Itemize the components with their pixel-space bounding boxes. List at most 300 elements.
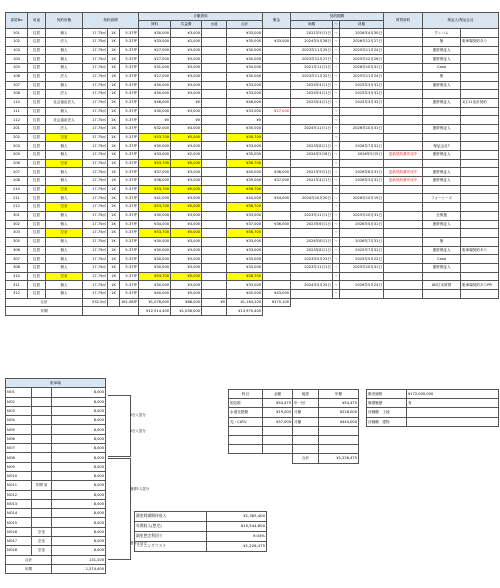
lease-cell [384, 64, 423, 73]
summary-row [135, 542, 267, 552]
contractor-cell: 社会福祉法人 [46, 116, 83, 125]
layout-cell: 1K [108, 255, 120, 264]
water-cell [202, 142, 227, 151]
layout-cell: 1K [108, 116, 120, 125]
area-cell: 17.75㎡ [83, 263, 108, 272]
lease-cell [384, 72, 423, 81]
start-date-cell: 2021年4月1日 [291, 177, 333, 186]
start-date-cell: 2023年11月1日 [291, 211, 333, 220]
cost-row [229, 454, 359, 463]
guarantor-cell: 連帯保証人 [423, 46, 461, 55]
use-cell: 住居 [28, 281, 46, 290]
rent-cell: ¥30,000 [139, 81, 171, 90]
layout-cell: 1K [108, 133, 120, 142]
guarantor-cell: 保証会社? [423, 142, 461, 151]
total-rent: ¥1,076,000 [139, 298, 171, 307]
header-tilde: ～ [333, 21, 340, 29]
common-cell: ¥3,000 [171, 81, 202, 90]
rent-row [6, 220, 499, 229]
rent-row [6, 29, 499, 38]
common-cell: ¥3,000 [171, 281, 202, 290]
deposit-cell [263, 29, 291, 38]
parking-annual-row [6, 564, 106, 573]
rent-cell: ¥53,700 [139, 229, 171, 238]
note-cell [461, 90, 499, 99]
parking-row [6, 481, 106, 490]
guarantor-cell: 連帯保証人 [423, 124, 461, 133]
start-date-cell [291, 107, 333, 116]
contractor-cell: 個人 [46, 107, 83, 116]
parking-row [6, 471, 106, 480]
rent-cell: ¥30,000 [139, 142, 171, 151]
tsubo-cell: 5.37坪 [120, 98, 139, 107]
start-date-cell: 2023年6月1日 [291, 220, 333, 229]
water-cell [202, 55, 227, 64]
cost-row [229, 445, 359, 454]
end-date-cell: 2026年5月31日 [340, 220, 384, 229]
lease-cell [384, 81, 423, 90]
parking-no-cell: NO1 [6, 388, 32, 397]
tsubo-cell: 5.37坪 [120, 290, 139, 299]
tilde-cell: ～ [333, 194, 340, 203]
cost-header-item: 科目 [229, 390, 263, 399]
room-cell: 110 [6, 98, 28, 107]
deposit-cell [263, 116, 291, 125]
room-cell: 105 [6, 64, 28, 73]
rent-row [6, 107, 499, 116]
rent-cell: ¥53,700 [139, 133, 171, 142]
tsubo-cell: 5.37坪 [120, 255, 139, 264]
guarantor-cell [423, 116, 461, 125]
rent-cell: ¥30,000 [139, 263, 171, 272]
start-date-cell: 2023年11月1日 [291, 263, 333, 272]
room-cell: 303 [6, 229, 28, 238]
header-use: 用途 [28, 13, 46, 29]
tilde-cell: ～ [333, 159, 340, 168]
total-cell: ¥58,700 [227, 229, 263, 238]
layout-cell: 1K [108, 64, 120, 73]
use-cell: 住居 [28, 55, 46, 64]
parking-note-cell [32, 434, 52, 443]
tsubo-cell: 5.37坪 [120, 246, 139, 255]
use-cell: 住居 [28, 194, 46, 203]
area-cell: 17.75㎡ [83, 255, 108, 264]
layout-cell: 1K [108, 211, 120, 220]
contractor-cell: 個人 [46, 55, 83, 64]
parking-title: 駐車場 [6, 379, 106, 388]
total-cell: ¥44,000 [227, 194, 263, 203]
end-date-cell: 2026年10月31日 [340, 64, 384, 73]
total-tsubo: 161.08坪 [120, 298, 139, 307]
area-cell: 17.75㎡ [83, 38, 108, 47]
total-cell: ¥33,000 [227, 246, 263, 255]
tilde-cell: ～ [333, 177, 340, 186]
note-cell [461, 237, 499, 246]
deposit-cell [263, 281, 291, 290]
parking-fee-cell: 8,000 [52, 518, 106, 527]
use-cell: 住居 [28, 64, 46, 73]
use-cell: 住居 [28, 116, 46, 125]
tsubo-cell: 5.37坪 [120, 185, 139, 194]
rent-cell: ¥31,000 [139, 64, 171, 73]
water-cell [202, 116, 227, 125]
cost-item-cell: 水道光熱費 [229, 408, 263, 417]
deposit-cell [263, 203, 291, 212]
use-cell: 住居 [28, 177, 46, 186]
contractor-cell: 法人 [46, 90, 83, 99]
running-cost-table [228, 389, 359, 464]
tsubo-cell: 5.37坪 [120, 46, 139, 55]
cost-freq-cell: 月額 [293, 408, 319, 417]
cost-freq-cell [293, 435, 319, 444]
tsubo-cell: 5.37坪 [120, 281, 139, 290]
tilde-cell: ～ [333, 263, 340, 272]
rent-row [6, 237, 499, 246]
cost-freq-cell: 年一回 [293, 399, 319, 408]
tsubo-cell: 5.37坪 [120, 272, 139, 281]
room-cell: 107 [6, 81, 28, 90]
water-cell [202, 46, 227, 55]
deposit-cell [263, 98, 291, 107]
room-cell: 201 [6, 124, 28, 133]
water-cell [202, 290, 227, 299]
tsubo-cell: 5.37坪 [120, 116, 139, 125]
sale-info-row [367, 408, 499, 417]
common-cell: ¥3,000 [171, 29, 202, 38]
rent-cell: ¥27,000 [139, 72, 171, 81]
note-cell: 駐車場契約あり [461, 246, 499, 255]
water-cell [202, 168, 227, 177]
tsubo-cell: 5.37坪 [120, 29, 139, 38]
contractor-cell: 空室 [46, 133, 83, 142]
tsubo-cell: 5.37坪 [120, 177, 139, 186]
common-cell: ¥2,000 [171, 151, 202, 160]
guarantor-cell: 連帯保証人 [423, 81, 461, 90]
tsubo-cell: 5.37坪 [120, 168, 139, 177]
cost-header-freq: 頻度 [293, 390, 319, 399]
layout-cell: 1K [108, 142, 120, 151]
header-period: 契約期間 [291, 13, 384, 21]
tsubo-cell: 5.37坪 [120, 38, 139, 47]
tilde-cell: ～ [333, 90, 340, 99]
parking-row [6, 518, 106, 527]
area-cell: 17.75㎡ [83, 46, 108, 55]
use-cell: 住居 [28, 168, 46, 177]
contractor-cell: 空室 [46, 185, 83, 194]
parking-fee-cell: 8,000 [52, 453, 106, 462]
note-cell [461, 220, 499, 229]
parking-fee-cell: 8,000 [52, 388, 106, 397]
cost-amount-cell [263, 435, 293, 444]
parking-table [5, 378, 106, 574]
room-cell: 108 [6, 90, 28, 99]
common-cell: ¥3,000 [171, 246, 202, 255]
use-cell: 住居 [28, 159, 46, 168]
use-cell: 住居 [28, 38, 46, 47]
water-cell [202, 272, 227, 281]
parking-fee-cell: 8,000 [52, 434, 106, 443]
parking-no-cell: NO9 [6, 462, 32, 471]
contractor-cell: 個人 [46, 246, 83, 255]
lease-cell [384, 246, 423, 255]
lease-cell [384, 133, 423, 142]
deposit-cell: ¥36,000 [263, 220, 291, 229]
start-date-cell [291, 133, 333, 142]
tsubo-cell: 5.37坪 [120, 229, 139, 238]
use-cell: 住居 [28, 237, 46, 246]
common-cell: ¥3,000 [171, 177, 202, 186]
contractor-cell: 個人 [46, 237, 83, 246]
tsubo-cell: 5.37坪 [120, 55, 139, 64]
area-cell: 17.75㎡ [83, 90, 108, 99]
parking-row [6, 546, 106, 555]
tilde-cell: ～ [333, 55, 340, 64]
start-date-cell [291, 185, 333, 194]
rent-cell: ¥33,000 [139, 38, 171, 47]
layout-cell: 1K [108, 151, 120, 160]
header-total: 合計 [227, 21, 263, 29]
water-cell [202, 90, 227, 99]
contractor-cell: 空室 [46, 159, 83, 168]
common-cell: ¥3,000 [171, 220, 202, 229]
end-date-cell: 2025年3月31日 [340, 81, 384, 90]
parking-row [6, 490, 106, 499]
layout-cell: 1K [108, 194, 120, 203]
guarantor-cell: JID日本賃貸 [423, 281, 461, 290]
room-cell: 205 [6, 151, 28, 160]
guarantor-cell: 連帯保証人 [423, 177, 461, 186]
summary-value: 9.04% [207, 532, 267, 542]
lease-cell [384, 281, 423, 290]
rent-row [6, 142, 499, 151]
room-cell: 301 [6, 211, 28, 220]
rent-cell: ¥32,000 [139, 124, 171, 133]
area-cell: 17.75㎡ [83, 98, 108, 107]
annual-common: ¥1,056,000 [171, 307, 202, 316]
total-water: ¥0 [202, 298, 227, 307]
common-cell: ¥5,000 [171, 290, 202, 299]
end-date-cell [340, 116, 384, 125]
note-cell [461, 107, 499, 116]
water-cell [202, 263, 227, 272]
guarantor-cell: 連帯保証人 [423, 151, 461, 160]
use-cell: 住居 [28, 263, 46, 272]
water-cell [202, 98, 227, 107]
parking-note-bracket-1 [108, 395, 131, 457]
parking-row [6, 434, 106, 443]
deposit-cell: ¥27,000 [263, 107, 291, 116]
layout-cell: 1K [108, 38, 120, 47]
sale-info-value [407, 417, 499, 426]
total-cell: ¥33,000 [227, 81, 263, 90]
tsubo-cell: 5.37坪 [120, 142, 139, 151]
guarantor-cell: Casa [423, 64, 461, 73]
total-cell: ¥33,000 [227, 29, 263, 38]
sale-info-value: 有 [407, 399, 499, 408]
parking-fee-cell: 8,000 [52, 527, 106, 536]
parking-note-cell [32, 509, 52, 518]
water-cell [202, 281, 227, 290]
layout-cell: 1K [108, 107, 120, 116]
water-cell [202, 159, 227, 168]
yield-summary-table [134, 511, 267, 552]
cost-annual-cell [319, 445, 359, 454]
total-cell: ¥33,000 [227, 142, 263, 151]
parking-fee-cell: 8,000 [52, 509, 106, 518]
guarantor-cell: Casa [423, 255, 461, 264]
common-cell: ¥3,000 [171, 124, 202, 133]
contractor-cell: 個人 [46, 29, 83, 38]
contractor-cell: 個人 [46, 168, 83, 177]
layout-cell: 1K [108, 90, 120, 99]
sale-info-value [407, 408, 499, 417]
header-water: 水道 [202, 21, 227, 29]
note-cell [461, 203, 499, 212]
summary-row [135, 512, 267, 522]
lease-cell [384, 263, 423, 272]
use-cell: 住居 [28, 72, 46, 81]
tilde-cell: ～ [333, 185, 340, 194]
use-cell: 住居 [28, 107, 46, 116]
parking-note-cell [32, 444, 52, 453]
parking-fee-cell: 8,000 [52, 416, 106, 425]
parking-note-cell [32, 490, 52, 499]
note-cell [461, 290, 499, 299]
area-cell: 17.75㎡ [83, 133, 108, 142]
end-date-cell: 2026年7月31日 [340, 237, 384, 246]
rent-row [6, 211, 499, 220]
parking-row [6, 453, 106, 462]
contractor-cell: 個人 [46, 281, 83, 290]
rent-row [6, 272, 499, 281]
contractor-cell: 空室 [46, 203, 83, 212]
area-cell: 17.75㎡ [83, 194, 108, 203]
common-cell: ¥3,000 [171, 237, 202, 246]
parking-row [6, 509, 106, 518]
start-date-cell: 2024年8月1日 [291, 237, 333, 246]
end-date-cell: 2025年10月31日 [340, 211, 384, 220]
parking-no-cell: NO3 [6, 406, 32, 415]
water-cell [202, 255, 227, 264]
rent-row [6, 159, 499, 168]
layout-cell: 1K [108, 220, 120, 229]
area-cell: 17.75㎡ [83, 177, 108, 186]
total-cell: ¥33,000 [227, 211, 263, 220]
parking-fee-cell: 8,000 [52, 546, 106, 555]
total-cell: ¥58,700 [227, 159, 263, 168]
end-date-cell: 2025年3月31日 [340, 98, 384, 107]
lease-cell [384, 255, 423, 264]
tilde-cell: ～ [333, 151, 340, 160]
deposit-cell [263, 133, 291, 142]
note-cell: 駐車場契約ありPR [461, 281, 499, 290]
tsubo-cell: 5.37坪 [120, 151, 139, 160]
rent-row [6, 98, 499, 107]
contractor-cell: 個人 [46, 194, 83, 203]
rent-row [6, 55, 499, 64]
end-date-cell: 2026年10月19日 [340, 194, 384, 203]
total-cell: ¥58,700 [227, 203, 263, 212]
lease-cell [384, 38, 423, 47]
common-cell: ¥3,000 [171, 107, 202, 116]
parking-note-bracket-2 [108, 458, 131, 560]
rent-cell: ¥53,700 [139, 159, 171, 168]
start-date-cell [291, 116, 333, 125]
total-cell: ¥0 [227, 116, 263, 125]
water-cell [202, 229, 227, 238]
tilde-cell: ～ [333, 133, 340, 142]
sale-info-value: ¥172,000,000 [407, 390, 499, 399]
tsubo-cell: 5.37坪 [120, 203, 139, 212]
total-cell: ¥33,000 [227, 255, 263, 264]
tilde-cell: ～ [333, 124, 340, 133]
header-rent: 賃料 [139, 21, 171, 29]
cost-item-cell [229, 426, 263, 435]
header-contract-area: 契約面積 [83, 13, 139, 29]
total-cell: ¥58,700 [227, 133, 263, 142]
deposit-cell [263, 124, 291, 133]
end-date-cell: 2026年5月5日 [340, 151, 384, 160]
use-cell: 住居 [28, 272, 46, 281]
parking-row [6, 462, 106, 471]
cost-item-cell [229, 445, 263, 454]
rent-row [6, 81, 499, 90]
parking-row [6, 527, 106, 536]
guarantor-cell [423, 107, 461, 116]
rent-cell: ¥30,000 [139, 211, 171, 220]
parking-total-value: 131,200 [52, 555, 106, 564]
rent-row [6, 281, 499, 290]
room-cell: 312 [6, 290, 28, 299]
contractor-cell: 個人 [46, 142, 83, 151]
total-cell: ¥30,000 [227, 72, 263, 81]
cost-freq-cell: 合計 [293, 454, 319, 463]
lease-cell [384, 203, 423, 212]
end-date-cell [340, 272, 384, 281]
sale-info-label: 修繕履歴 [367, 399, 407, 408]
common-cell: ¥0 [171, 98, 202, 107]
contractor-cell: 個人 [46, 255, 83, 264]
lease-cell [384, 159, 423, 168]
start-date-cell: 2021年5月1日 [291, 29, 333, 38]
parking-note-cell: 年間 用 [32, 481, 52, 490]
parking-no-cell: NO15 [6, 518, 32, 527]
total-common: ¥88,000 [171, 298, 202, 307]
common-cell: ¥3,000 [171, 168, 202, 177]
cost-annual-cell: ¥1,226,475 [319, 454, 359, 463]
annual-blank [83, 307, 139, 316]
total-cell: ¥37,000 [227, 220, 263, 229]
total-cell: ¥46,000 [227, 98, 263, 107]
parking-note-cell [32, 453, 52, 462]
parking-fee-cell: 8,000 [52, 471, 106, 480]
rent-cell: ¥30,000 [139, 107, 171, 116]
layout-cell: 1K [108, 229, 120, 238]
room-cell: 111 [6, 107, 28, 116]
note-cell [461, 116, 499, 125]
end-date-cell: 2025年12月26日 [340, 55, 384, 64]
tilde-cell: ～ [333, 46, 340, 55]
cost-header-row [229, 390, 359, 399]
start-date-cell: 2024年5月25日 [291, 281, 333, 290]
deposit-cell [263, 55, 291, 64]
lease-cell [384, 142, 423, 151]
parking-no-cell: NO5 [6, 425, 32, 434]
tilde-cell: ～ [333, 211, 340, 220]
parking-note-cell [32, 518, 52, 527]
tsubo-cell: 5.37坪 [120, 159, 139, 168]
contractor-cell: 個人 [46, 220, 83, 229]
